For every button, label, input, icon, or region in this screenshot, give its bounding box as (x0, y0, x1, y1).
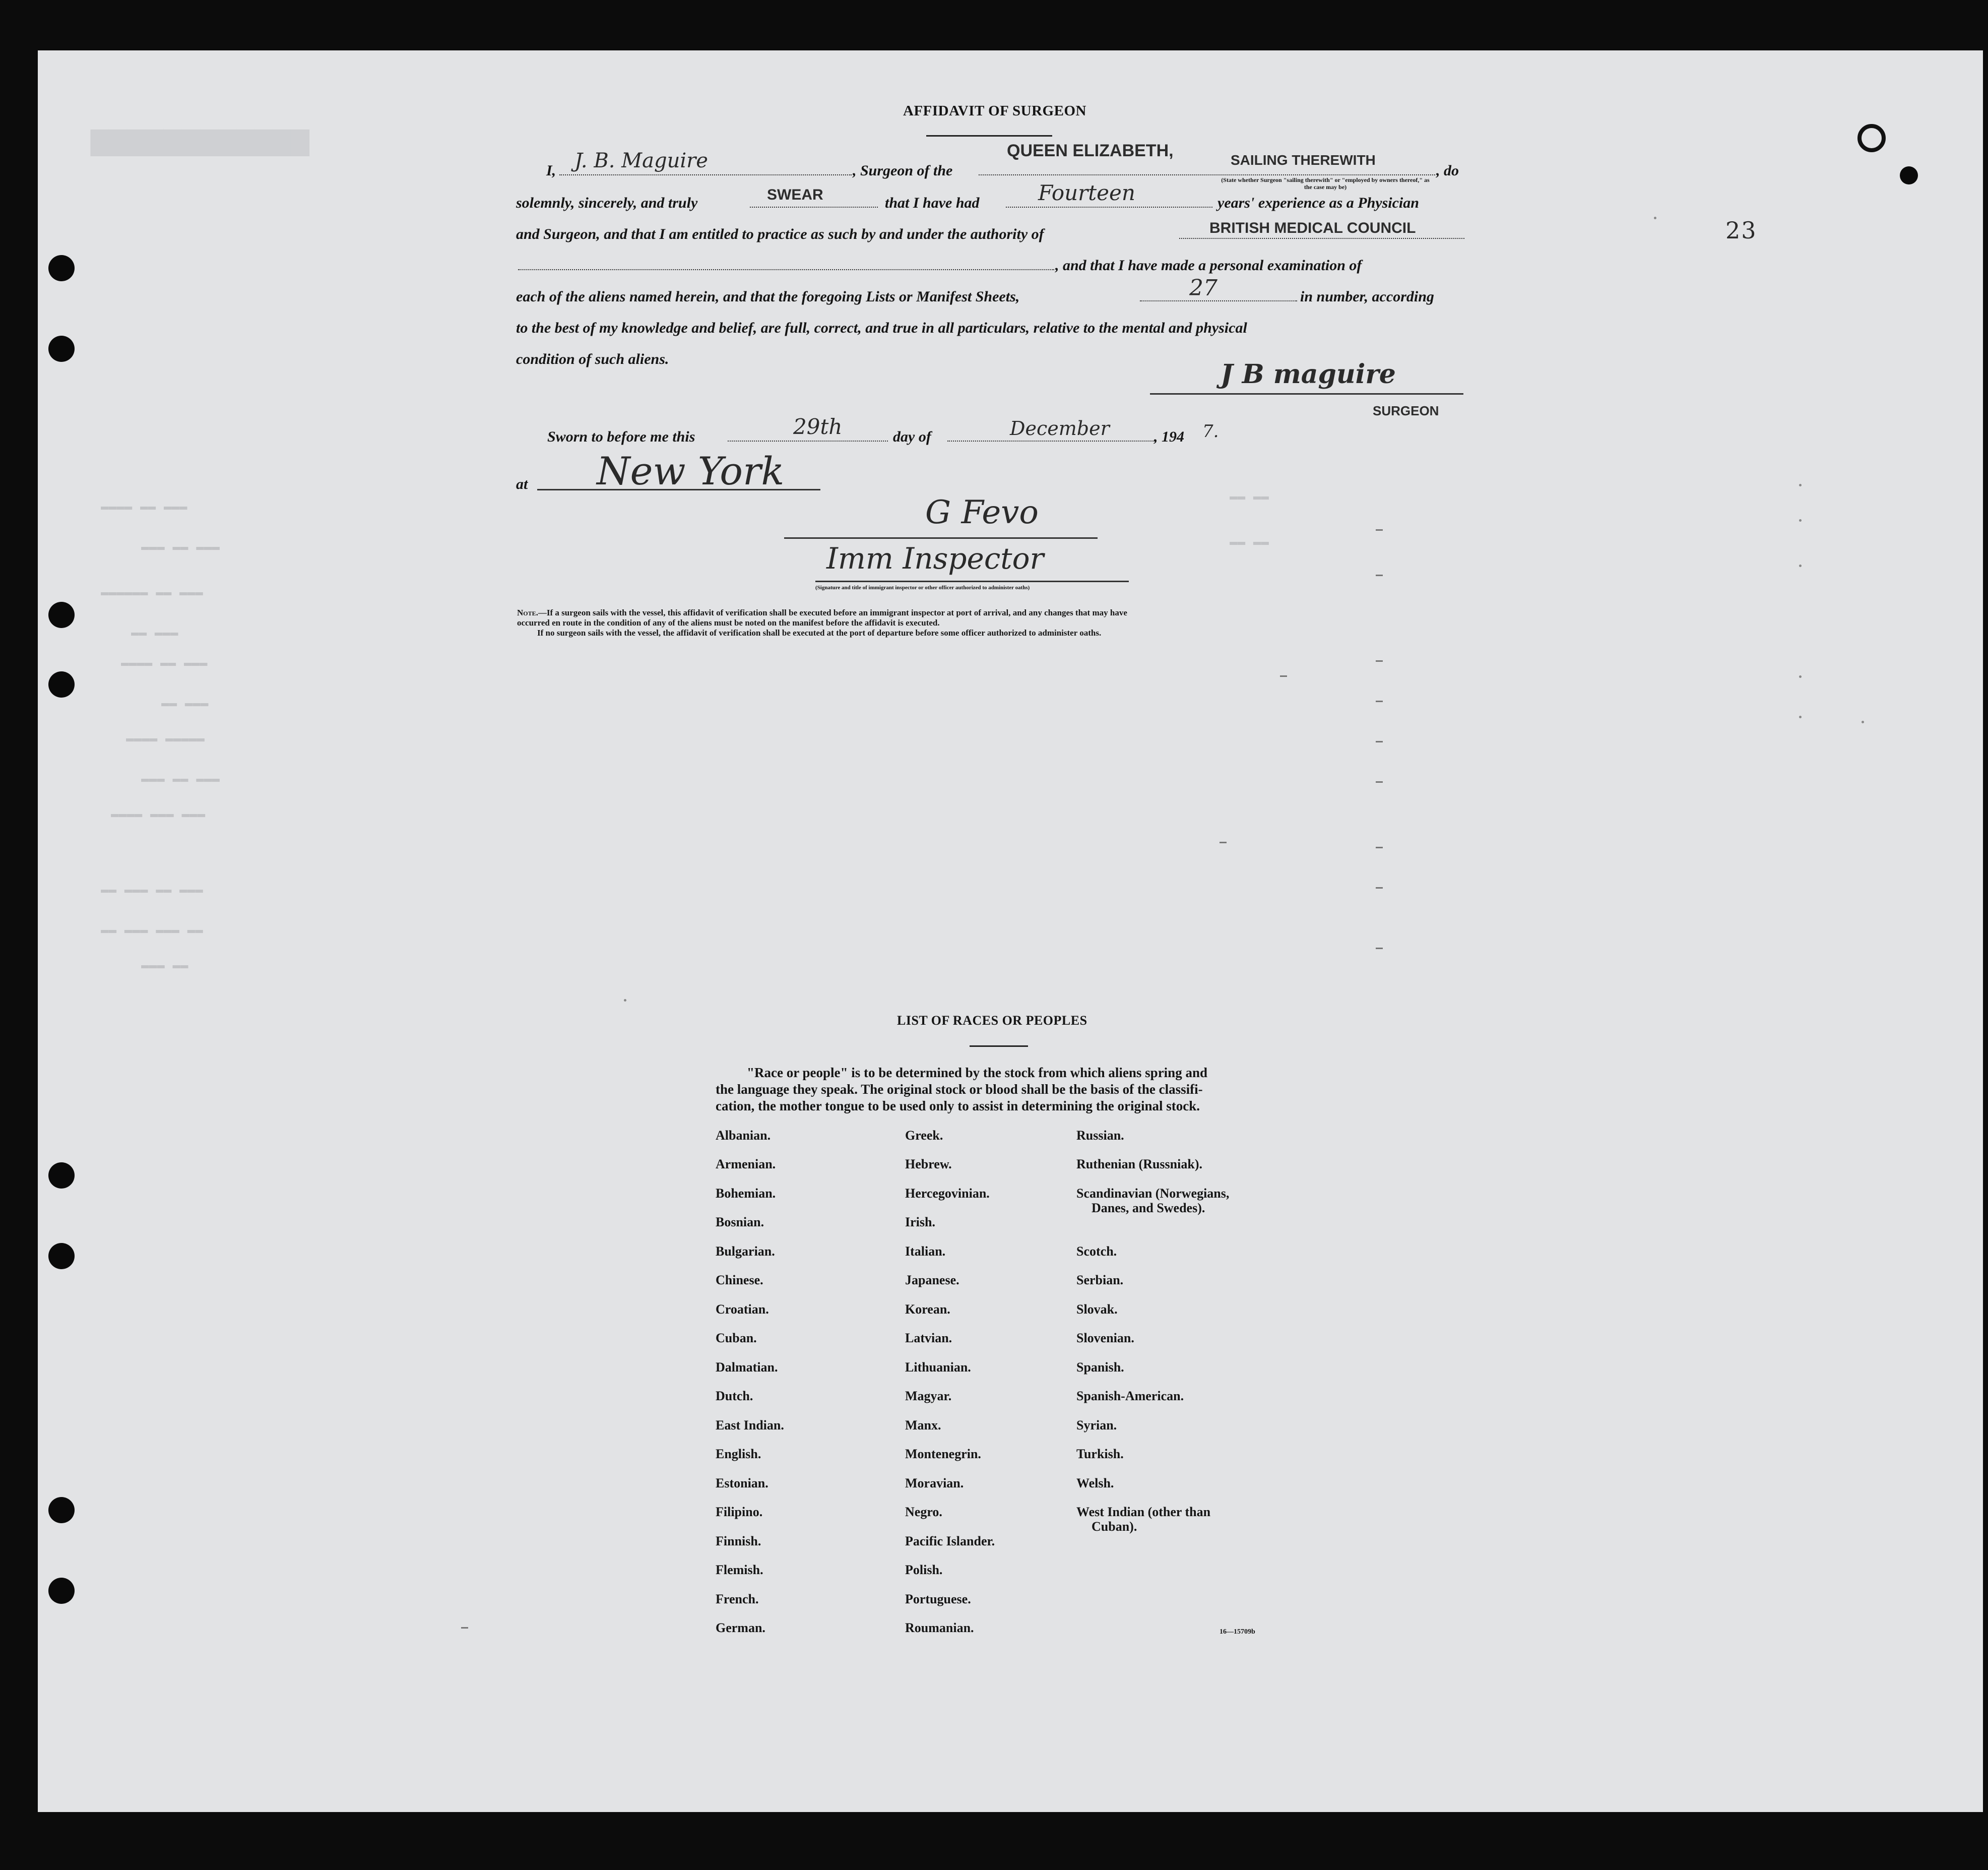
races-intro-line-3: cation, the mother tongue to be used only to assist in determining the original stock. (716, 1098, 1200, 1113)
note-line-1 (517, 608, 1127, 618)
race-item: Hebrew. (905, 1157, 952, 1171)
note-line-2: occurred en route in the condition of any of the aliens must be noted on the manifest before the affidavit is executed. (517, 618, 940, 628)
race-item: Turkish. (1076, 1447, 1124, 1461)
margin-mark (624, 999, 626, 1002)
authority-field: BRITISH MEDICAL COUNCIL (1209, 220, 1416, 236)
text-i: I, (546, 162, 556, 179)
race-item: Chinese. (716, 1273, 763, 1287)
race-item: German. (716, 1620, 765, 1635)
race-item: Scotch. (1076, 1244, 1117, 1259)
margin-mark (1376, 741, 1383, 742)
bleed-through: ▬▬ ▬▬▬ ▬▬ ▬▬▬ (101, 882, 203, 897)
affidavit-note (517, 608, 1127, 638)
text-and-surgeon: and Surgeon, and that I am entitled to practice as such by and under the authority of (516, 226, 1044, 242)
bleed-through: ▆▆▆▆▆▆▆▆▆▆▆▆ (91, 124, 309, 158)
race-item: Montenegrin. (905, 1447, 981, 1461)
race-item: Danes, and Swedes). (1092, 1201, 1205, 1215)
text-sworn-to: Sworn to before me this (547, 428, 695, 445)
form-number: 16—15709b (1220, 1628, 1255, 1636)
years-line (1006, 207, 1212, 208)
binder-hole (48, 671, 75, 698)
surgeon-label: SURGEON (1373, 403, 1439, 418)
margin-mark (1376, 847, 1383, 848)
race-item: Welsh. (1076, 1476, 1114, 1490)
ship-name-field: QUEEN ELIZABETH, (1007, 141, 1174, 160)
race-item: Armenian. (716, 1157, 776, 1171)
margin-mark (1799, 484, 1802, 486)
bleed-through: ▬▬▬▬▬▬ ▬▬ ▬▬▬ (101, 585, 203, 600)
race-item: Dalmatian. (716, 1360, 778, 1375)
race-item: Lithuanian. (905, 1360, 971, 1375)
race-item: Bohemian. (716, 1186, 776, 1201)
surgeon-signature-line (1150, 393, 1463, 395)
inspector-caption: (Signature and title of immigrant inspector or other officer authorized to administer oaths) (815, 585, 1030, 591)
margin-mark (1376, 887, 1383, 889)
text-solemnly: solemnly, sincerely, and truly (516, 195, 698, 211)
sailing-status-field: SAILING THEREWITH (1231, 152, 1376, 168)
sheets-count-field: 27 (1189, 275, 1217, 301)
race-item: Filipino. (716, 1505, 763, 1519)
margin-mark (1376, 948, 1383, 949)
bleed-through: ▬▬▬ ▬▬ ▬▬▬ (141, 539, 220, 554)
text-day-of: day of (893, 428, 931, 445)
sheets-count-line (1140, 300, 1297, 301)
margin-mark (1654, 217, 1656, 219)
margin-mark (1799, 675, 1802, 678)
text-condition: condition of such aliens. (516, 351, 669, 367)
margin-mark (1376, 660, 1383, 662)
races-title: LIST OF RACES OR PEOPLES (897, 1013, 1087, 1028)
margin-mark (1799, 565, 1802, 567)
race-item: Japanese. (905, 1273, 959, 1287)
binder-hole (1900, 166, 1918, 184)
text-in-number: in number, according (1300, 288, 1434, 305)
race-item: Cuban). (1092, 1519, 1137, 1534)
margin-mark (1799, 716, 1802, 718)
margin-mark (1862, 721, 1864, 723)
text-surgeon-of-the: , Surgeon of the (853, 162, 953, 179)
year-digit-field: 7. (1202, 421, 1219, 442)
margin-mark (461, 1627, 468, 1629)
race-item: Russian. (1076, 1128, 1124, 1143)
race-item: Scandinavian (Norwegians, (1076, 1186, 1230, 1201)
text-to-the-best: to the best of my knowledge and belief, are full, correct, and true in all particulars, relative to the mental and physical (516, 320, 1247, 336)
binder-hole (48, 336, 75, 362)
bleed-through: ▬▬ ▬▬▬ (131, 625, 178, 640)
race-item: Spanish. (1076, 1360, 1124, 1375)
note-text-1: —If a surgeon sails with the vessel, this affidavit of verification shall be executed before an immigrant inspector at port of arrival, and any changes that may have (538, 608, 1127, 617)
bleed-through: ▬▬ ▬▬▬ (161, 696, 209, 711)
note-lead: Note. (517, 608, 538, 617)
race-item: Ruthenian (Russniak). (1076, 1157, 1202, 1171)
title-rule (926, 135, 1052, 137)
authority-continuation-line (518, 269, 1054, 270)
margin-mark (1799, 519, 1802, 522)
bleed-through: ▬▬▬▬ ▬▬ ▬▬▬ (101, 499, 187, 514)
race-item: Moravian. (905, 1476, 964, 1490)
race-item: English. (716, 1447, 761, 1461)
inspector-signature: G Fevo (925, 494, 1039, 531)
binder-hole (48, 1497, 75, 1523)
races-intro-line-1: "Race or people" is to be determined by the stock from which aliens spring and (747, 1065, 1207, 1080)
race-item: Negro. (905, 1505, 942, 1519)
text-year-prefix: , 194 (1154, 428, 1184, 445)
sailing-status-note: (State whether Surgeon "sailing therewith" or "employed by owners thereof," as the case may be) (1221, 176, 1430, 191)
race-item: Irish. (905, 1215, 935, 1229)
race-item: Latvian. (905, 1331, 952, 1345)
race-item: Hercegovinian. (905, 1186, 990, 1201)
text-that-i-have-had: that I have had (885, 195, 980, 211)
margin-mark (1376, 529, 1383, 531)
bleed-through: ▬▬▬ ▬▬ ▬▬▬ (141, 771, 220, 786)
race-item: Portuguese. (905, 1592, 971, 1606)
race-item: Bulgarian. (716, 1244, 775, 1259)
affidavit-title: AFFIDAVIT OF SURGEON (903, 103, 1086, 119)
margin-mark (1220, 842, 1227, 843)
bleed-through: ▬▬▬▬ ▬▬▬▬▬ (126, 731, 205, 746)
race-item: French. (716, 1592, 759, 1606)
race-item: Finnish. (716, 1534, 761, 1548)
margin-mark (1376, 781, 1383, 783)
oath-type-line (750, 207, 878, 208)
margin-mark (1376, 701, 1383, 702)
sailing-status-line (1206, 174, 1435, 175)
text-and-that-i-have-made: , and that I have made a personal examination of (1055, 257, 1362, 274)
race-item: Italian. (905, 1244, 946, 1259)
races-intro-line-2: the language they speak. The original stock or blood shall be the basis of the classifi- (716, 1082, 1203, 1097)
inspector-signature-line (784, 537, 1098, 539)
text-each-of-the-aliens: each of the aliens named herein, and that the foregoing Lists or Manifest Sheets, (516, 288, 1020, 305)
race-item: Bosnian. (716, 1215, 764, 1229)
sworn-day-line (728, 441, 888, 442)
bleed-through: ▬▬ ▬▬ (1230, 534, 1269, 549)
race-item: Estonian. (716, 1476, 768, 1490)
race-item: Roumanian. (905, 1620, 974, 1635)
sworn-day-field: 29th (793, 414, 843, 439)
races-intro (716, 1065, 1207, 1114)
race-item: Croatian. (716, 1302, 769, 1317)
inspector-title-line (815, 581, 1129, 582)
race-item: Slovak. (1076, 1302, 1118, 1317)
race-item: Manx. (905, 1418, 941, 1432)
race-item: Cuban. (716, 1331, 757, 1345)
race-item: Flemish. (716, 1563, 763, 1577)
race-item: Polish. (905, 1563, 943, 1577)
surgeon-name-line (559, 174, 852, 175)
years-count-field: Fourteen (1038, 180, 1135, 205)
margin-mark (1376, 575, 1383, 576)
bleed-through: ▬▬▬ ▬▬ (141, 958, 188, 973)
binder-hole (48, 602, 75, 628)
bleed-through: ▬▬ ▬▬▬ ▬▬▬ ▬▬ (101, 922, 203, 938)
race-item: Dutch. (716, 1389, 753, 1403)
race-item: Albanian. (716, 1128, 771, 1143)
text-years-experience: years' experience as a Physician (1217, 195, 1419, 211)
race-item: Magyar. (905, 1389, 952, 1403)
race-item: West Indian (other than (1076, 1505, 1211, 1519)
race-item: Greek. (905, 1128, 943, 1143)
race-item: Syrian. (1076, 1418, 1117, 1432)
page-number: 23 (1725, 217, 1757, 244)
race-item: Serbian. (1076, 1273, 1124, 1287)
inspector-title-hand: Imm Inspector (826, 541, 1044, 576)
oath-type-field: SWEAR (767, 186, 823, 203)
race-item: Pacific Islander. (905, 1534, 995, 1548)
note-line-3: If no surgeon sails with the vessel, the affidavit of verification shall be executed at the port of departure before some officer authorized to administer oaths. (537, 628, 1102, 638)
surgeon-name-field: J. B. Maguire (574, 149, 708, 172)
text-do: , do (1436, 162, 1459, 179)
race-item: East Indian. (716, 1418, 784, 1432)
binder-hole (48, 255, 75, 281)
binder-hole (48, 1162, 75, 1189)
bleed-through: ▬▬▬▬ ▬▬▬ ▬▬▬ (111, 806, 206, 822)
document-page (38, 50, 1983, 1812)
binder-hole (48, 1243, 75, 1269)
race-item: Slovenian. (1076, 1331, 1134, 1345)
sworn-place-field: New York (597, 449, 785, 493)
ship-name-line (979, 174, 1205, 175)
binder-hole (1857, 124, 1886, 152)
margin-mark (1280, 675, 1287, 677)
race-item: Spanish-American. (1076, 1389, 1184, 1403)
sworn-month-line (947, 441, 1155, 442)
bleed-through: ▬▬ ▬▬ (1230, 489, 1269, 504)
races-title-rule (970, 1045, 1028, 1047)
bleed-through: ▬▬▬▬ ▬▬ ▬▬▬ (121, 655, 208, 670)
binder-hole (48, 1578, 75, 1604)
surgeon-signature: J B maguire (1221, 359, 1396, 390)
sworn-month-field: December (1010, 417, 1110, 440)
race-item: Korean. (905, 1302, 950, 1317)
text-at: at (516, 476, 528, 492)
authority-line (1179, 238, 1464, 239)
